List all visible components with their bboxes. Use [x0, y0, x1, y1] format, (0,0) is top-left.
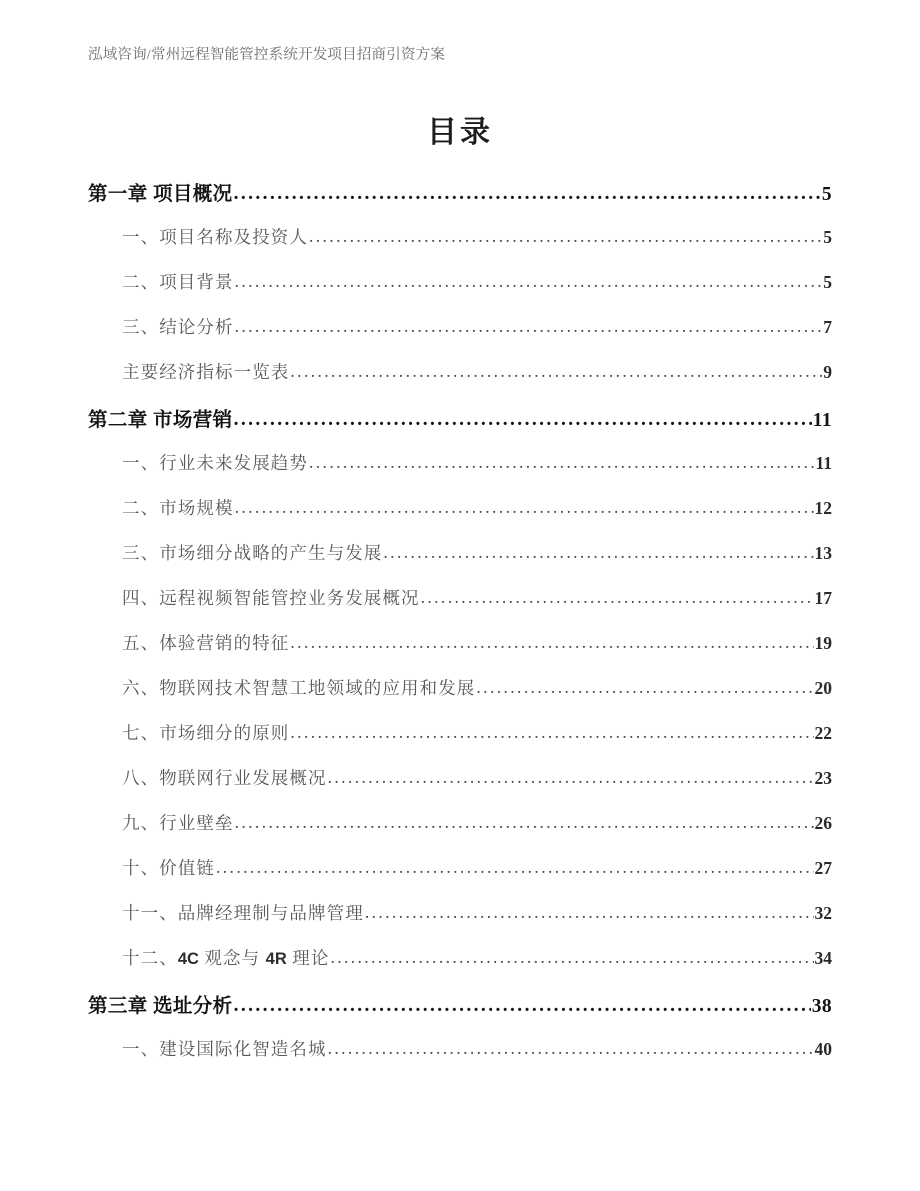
toc-section-entry[interactable]	[0, 269, 920, 314]
toc-entry-page-number: 27	[814, 858, 832, 878]
toc-entry-page-number: 12	[814, 498, 832, 518]
toc-section-entry[interactable]	[0, 1036, 920, 1081]
toc-entry-page-number: 5	[821, 184, 832, 205]
toc-entry-label: 二、市场规模	[122, 498, 234, 518]
toc-dot-leader	[290, 722, 813, 743]
toc-dot-leader	[290, 361, 822, 382]
toc-entry-label: 三、结论分析	[122, 317, 234, 337]
toc-entry-page-number: 20	[814, 678, 832, 698]
toc-entry-label: 四、远程视频智能管控业务发展概况	[122, 588, 420, 608]
toc-dot-leader	[235, 497, 814, 518]
toc-section-entry[interactable]	[0, 630, 920, 675]
toc-entry-page-number: 11	[812, 410, 832, 431]
toc-entry-page-number: 26	[814, 813, 832, 833]
toc-dot-leader	[330, 947, 813, 968]
page-title: 目录	[427, 116, 493, 149]
toc-dot-leader	[421, 587, 814, 608]
toc-section-entry[interactable]	[0, 585, 920, 630]
toc-section-entry[interactable]	[0, 900, 920, 945]
toc-section-entry[interactable]	[0, 495, 920, 540]
toc-entry-page-number: 11	[815, 453, 832, 473]
toc-dot-leader	[235, 812, 814, 833]
toc-dot-leader	[309, 226, 822, 247]
toc-entry-page-number: 13	[814, 543, 832, 563]
toc-dot-leader	[234, 995, 811, 1017]
toc-section-entry[interactable]	[0, 314, 920, 359]
toc-section-entry[interactable]	[0, 675, 920, 720]
toc-entry-label: 六、物联网技术智慧工地领域的应用和发展	[122, 678, 476, 698]
toc-entry-page-number: 38	[811, 996, 832, 1017]
toc-section-entry[interactable]	[0, 224, 920, 269]
document-running-header: 泓域咨询/常州远程智能管控系统开发项目招商引资方案	[88, 47, 446, 63]
toc-entry-page-number: 9	[823, 362, 832, 382]
toc-section-entry[interactable]	[0, 359, 920, 404]
toc-entry-label: 五、体验营销的特征	[122, 633, 290, 653]
toc-entry-page-number: 5	[823, 227, 832, 247]
toc-entry-label: 二、项目背景	[122, 272, 234, 292]
toc-entry-page-number: 5	[823, 272, 832, 292]
toc-section-entry[interactable]	[0, 720, 920, 765]
toc-entry-label: 十一、品牌经理制与品牌管理	[122, 903, 364, 923]
toc-entry-page-number: 17	[814, 588, 832, 608]
toc-dot-leader	[328, 767, 814, 788]
toc-entry-label: 主要经济指标一览表	[122, 362, 290, 382]
toc-entry-label: 第三章 选址分析	[88, 996, 233, 1017]
toc-dot-leader	[234, 183, 821, 205]
toc-dot-leader	[290, 632, 813, 653]
toc-entry-label: 一、行业未来发展趋势	[122, 453, 308, 473]
toc-dot-leader	[235, 271, 823, 292]
toc-entry-label: 三、市场细分战略的产生与发展	[122, 543, 383, 563]
toc-entry-page-number: 34	[814, 948, 832, 968]
table-of-contents	[0, 178, 920, 1081]
toc-entry-label: 七、市场细分的原则	[122, 723, 290, 743]
toc-entry-label: 第二章 市场营销	[88, 410, 233, 431]
toc-section-entry[interactable]	[0, 855, 920, 900]
toc-entry-page-number: 23	[814, 768, 832, 788]
toc-dot-leader	[476, 677, 813, 698]
toc-chapter-entry[interactable]	[0, 178, 920, 224]
toc-entry-label: 第一章 项目概况	[88, 184, 233, 205]
toc-entry-page-number: 22	[814, 723, 832, 743]
toc-dot-leader	[328, 1038, 814, 1059]
toc-dot-leader	[309, 452, 814, 473]
toc-entry-page-number: 32	[814, 903, 832, 923]
toc-entry-label: 一、项目名称及投资人	[122, 227, 308, 247]
toc-section-entry[interactable]	[0, 810, 920, 855]
toc-entry-label: 九、行业壁垒	[122, 813, 234, 833]
toc-section-entry[interactable]	[0, 450, 920, 495]
toc-chapter-entry[interactable]	[0, 990, 920, 1036]
toc-dot-leader	[235, 316, 823, 337]
toc-dot-leader	[216, 857, 814, 878]
toc-section-entry[interactable]	[0, 765, 920, 810]
toc-entry-label: 十、价值链	[122, 858, 215, 878]
toc-entry-page-number: 19	[814, 633, 832, 653]
toc-entry-label: 一、建设国际化智造名城	[122, 1039, 327, 1059]
toc-entry-label-latin: 4C	[177, 950, 199, 968]
toc-section-entry[interactable]	[0, 540, 920, 585]
toc-dot-leader	[365, 902, 814, 923]
toc-section-entry[interactable]	[0, 945, 920, 990]
toc-entry-label: 八、物联网行业发展概况	[122, 768, 327, 788]
toc-entry-label: 十二、4C 观念与 4R 理论	[122, 948, 330, 968]
toc-entry-page-number: 40	[814, 1039, 832, 1059]
toc-entry-page-number: 7	[823, 317, 832, 337]
toc-entry-label-latin: 4R	[265, 950, 287, 968]
toc-dot-leader	[234, 409, 812, 431]
toc-dot-leader	[383, 542, 813, 563]
toc-chapter-entry[interactable]	[0, 404, 920, 450]
